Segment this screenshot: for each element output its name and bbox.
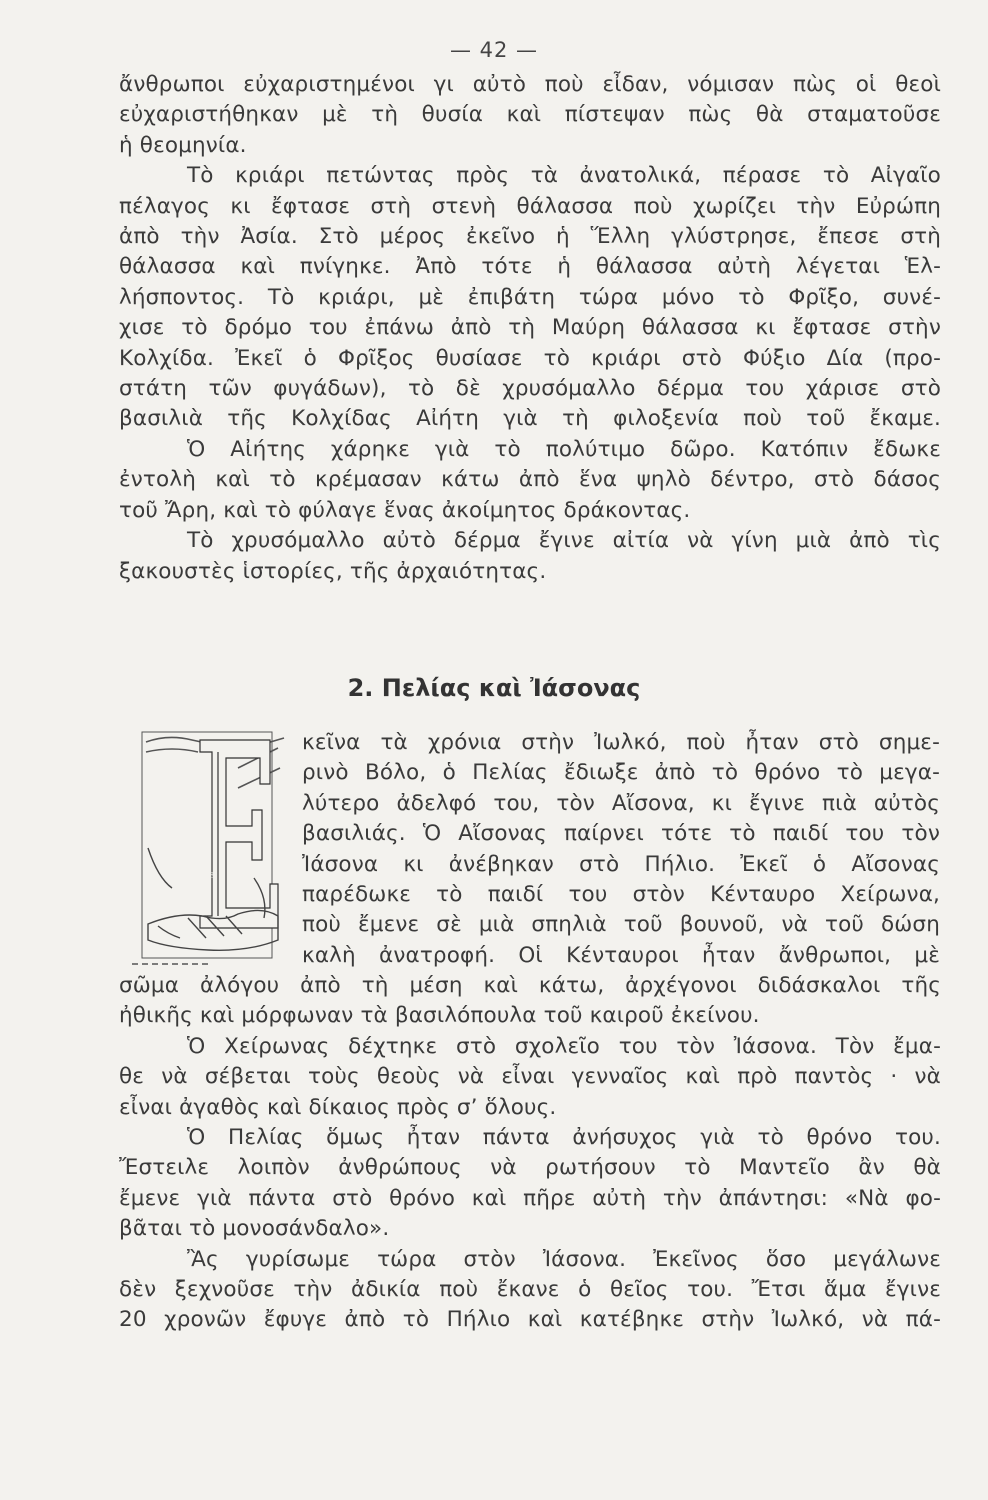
text-line: στάτη τῶν φυγάδων), τὸ δὲ χρυσόμαλλο δέρμα του χάρισε στὸ xyxy=(119,376,941,402)
closing-text-block xyxy=(119,971,941,1336)
text-line: ἡ θεομηνία. xyxy=(119,132,247,158)
text-line: ἔμενε γιὰ πάντα στὸ θρόνο καὶ πῆρε αὐτὴ τὴν ἀπάντησι: «Νὰ φο- xyxy=(119,1185,941,1211)
text-line: παρέδωκε τὸ παιδί του στὸν Κένταυρο Χείρωνα, xyxy=(302,882,940,908)
text-line: χισε τὸ δρόμο του ἐπάνω ἀπὸ τὴ Μαύρη θάλασσα κι ἔφτασε στὴν xyxy=(119,315,941,341)
text-line: τοῦ Ἄρη, καὶ τὸ φύλαγε ἕνας ἀκοίμητος δράκοντας. xyxy=(119,497,691,523)
text-line: καλὴ ἀνατροφή. Οἱ Κένταυροι ἦταν ἄνθρωποι, μὲ xyxy=(302,942,940,968)
text-line: Ὁ Αἰήτης χάρηκε γιὰ τὸ πολύτιμο δῶρο. Κατόπιν ἔδωκε xyxy=(187,436,941,462)
text-line: Ὁ Πελίας ὅμως ἦταν πάντα ἀνήσυχος γιὰ τὸ θρόνο του. xyxy=(187,1125,941,1151)
text-line: ἠθικῆς καὶ μόρφωναν τὰ βασιλόπουλα τοῦ καιροῦ ἐκείνου. xyxy=(119,1003,760,1029)
text-line: Ἂς γυρίσωμε τώρα στὸν Ἰάσονα. Ἐκεῖνος ὅσο μεγάλωνε xyxy=(187,1246,941,1272)
text-line: ξακουστὲς ἱστορίες, τῆς ἀρχαιότητας. xyxy=(119,558,547,584)
text-line: λύτερο ἀδελφό του, τὸν Αἴσονα, κι ἔγινε πιὰ αὐτὸς xyxy=(302,790,940,816)
drop-cap-letter-icon xyxy=(128,728,288,966)
intro-text-block xyxy=(119,70,941,587)
text-line: πέλαγος κι ἔφτασε στὴ στενὴ θάλασσα ποὺ χωρίζει τὴν Εὐρώπη xyxy=(119,193,941,219)
text-line: 20 χρονῶν ἔφυγε ἀπὸ τὸ Πήλιο καὶ κατέβηκε στὴν Ἰωλκό, νὰ πά- xyxy=(119,1307,941,1333)
text-line: ρινὸ Βόλο, ὁ Πελίας ἔδιωξε ἀπὸ τὸ θρόνο τὸ μεγα- xyxy=(302,760,940,786)
text-line: θε νὰ σέβεται τοὺς θεοὺς νὰ εἶναι γενναῖος καὶ πρὸ παντὸς · νὰ xyxy=(119,1064,941,1090)
text-line: ἐντολὴ καὶ τὸ κρέμασαν κάτω ἀπὸ ἕνα ψηλὸ δέντρο, στὸ δάσος xyxy=(119,467,941,493)
dropcap-text-block xyxy=(302,728,940,971)
text-line: Ὁ Χείρωνας δέχτηκε στὸ σχολεῖο του τὸν Ἰάσονα. Τὸν ἔμα- xyxy=(187,1033,941,1059)
text-line: λήσποντος. Τὸ κριάρι, μὲ ἐπιβάτη τώρα μόνο τὸ Φρῖξο, συνέ- xyxy=(119,284,941,310)
text-line: κεῖνα τὰ χρόνια στὴν Ἰωλκό, ποὺ ἦταν στὸ σημε- xyxy=(302,730,940,755)
text-line: εἶναι ἀγαθὸς καὶ δίκαιος πρὸς σ’ ὅλους. xyxy=(119,1094,557,1120)
text-line: ποὺ ἔμενε σὲ μιὰ σπηλιὰ τοῦ βουνοῦ, νὰ τοῦ δώση xyxy=(302,912,940,938)
svg-text:Ε: Ε xyxy=(208,871,214,880)
text-line: βασιλιάς. Ὁ Αἴσονας παίρνει τότε τὸ παιδί του τὸν xyxy=(302,821,940,847)
drop-cap-illustration xyxy=(128,728,288,966)
page-number: — 42 — xyxy=(449,38,539,62)
text-line: βασιλιὰ τῆς Κολχίδας Αἰήτη γιὰ τὴ φιλοξενία ποὺ τοῦ ἔκαμε. xyxy=(119,406,941,432)
text-line: Τὸ χρυσόμαλλο αὐτὸ δέρμα ἔγινε αἰτία νὰ γίνη μιὰ ἀπὸ τὶς xyxy=(187,528,941,554)
text-line: ἄνθρωποι εὐχαριστημένοι γι αὐτὸ ποὺ εἶδαν, νόμισαν πὼς οἱ θεοὶ xyxy=(119,72,941,97)
text-line: σῶμα ἀλόγου ἀπὸ τὴ μέση καὶ κάτω, ἀρχέγονοι διδάσκαλοι τῆς xyxy=(119,973,941,998)
text-line: Τὸ κριάρι πετώντας πρὸς τὰ ἀνατολικά, πέρασε τὸ Αἰγαῖο xyxy=(187,163,941,189)
text-line: Ἰάσονα κι ἀνέβηκαν στὸ Πήλιο. Ἐκεῖ ὁ Αἴσονας xyxy=(302,851,940,877)
text-line: Ἔστειλε λοιπὸν ἀνθρώπους νὰ ρωτήσουν τὸ Μαντεῖο ἂν θὰ xyxy=(119,1155,941,1181)
text-line: θάλασσα καὶ πνίγηκε. Ἀπὸ τότε ἡ θάλασσα αὐτὴ λέγεται Ἑλ- xyxy=(119,254,941,280)
text-line: βᾶται τὸ μονοσάνδαλο». xyxy=(119,1216,390,1242)
text-line: ἀπὸ τὴν Ἀσία. Στὸ μέρος ἐκεῖνο ἡ Ἕλλη γλύστρησε, ἔπεσε στὴ xyxy=(119,224,941,250)
text-line: δὲν ξεχνοῦσε τὴν ἀδικία ποὺ ἔκανε ὁ θεῖος του. Ἔτσι ἅμα ἔγινε xyxy=(119,1277,941,1303)
section-title: 2. Πελίας καὶ Ἰάσονας xyxy=(347,674,641,702)
text-line: Κολχίδα. Ἐκεῖ ὁ Φρῖξος θυσίασε τὸ κριάρι στὸ Φύξιο Δία (προ- xyxy=(119,345,941,371)
text-line: εὐχαριστήθηκαν μὲ τὴ θυσία καὶ πίστεψαν πὼς θὰ σταματοῦσε xyxy=(119,102,941,128)
